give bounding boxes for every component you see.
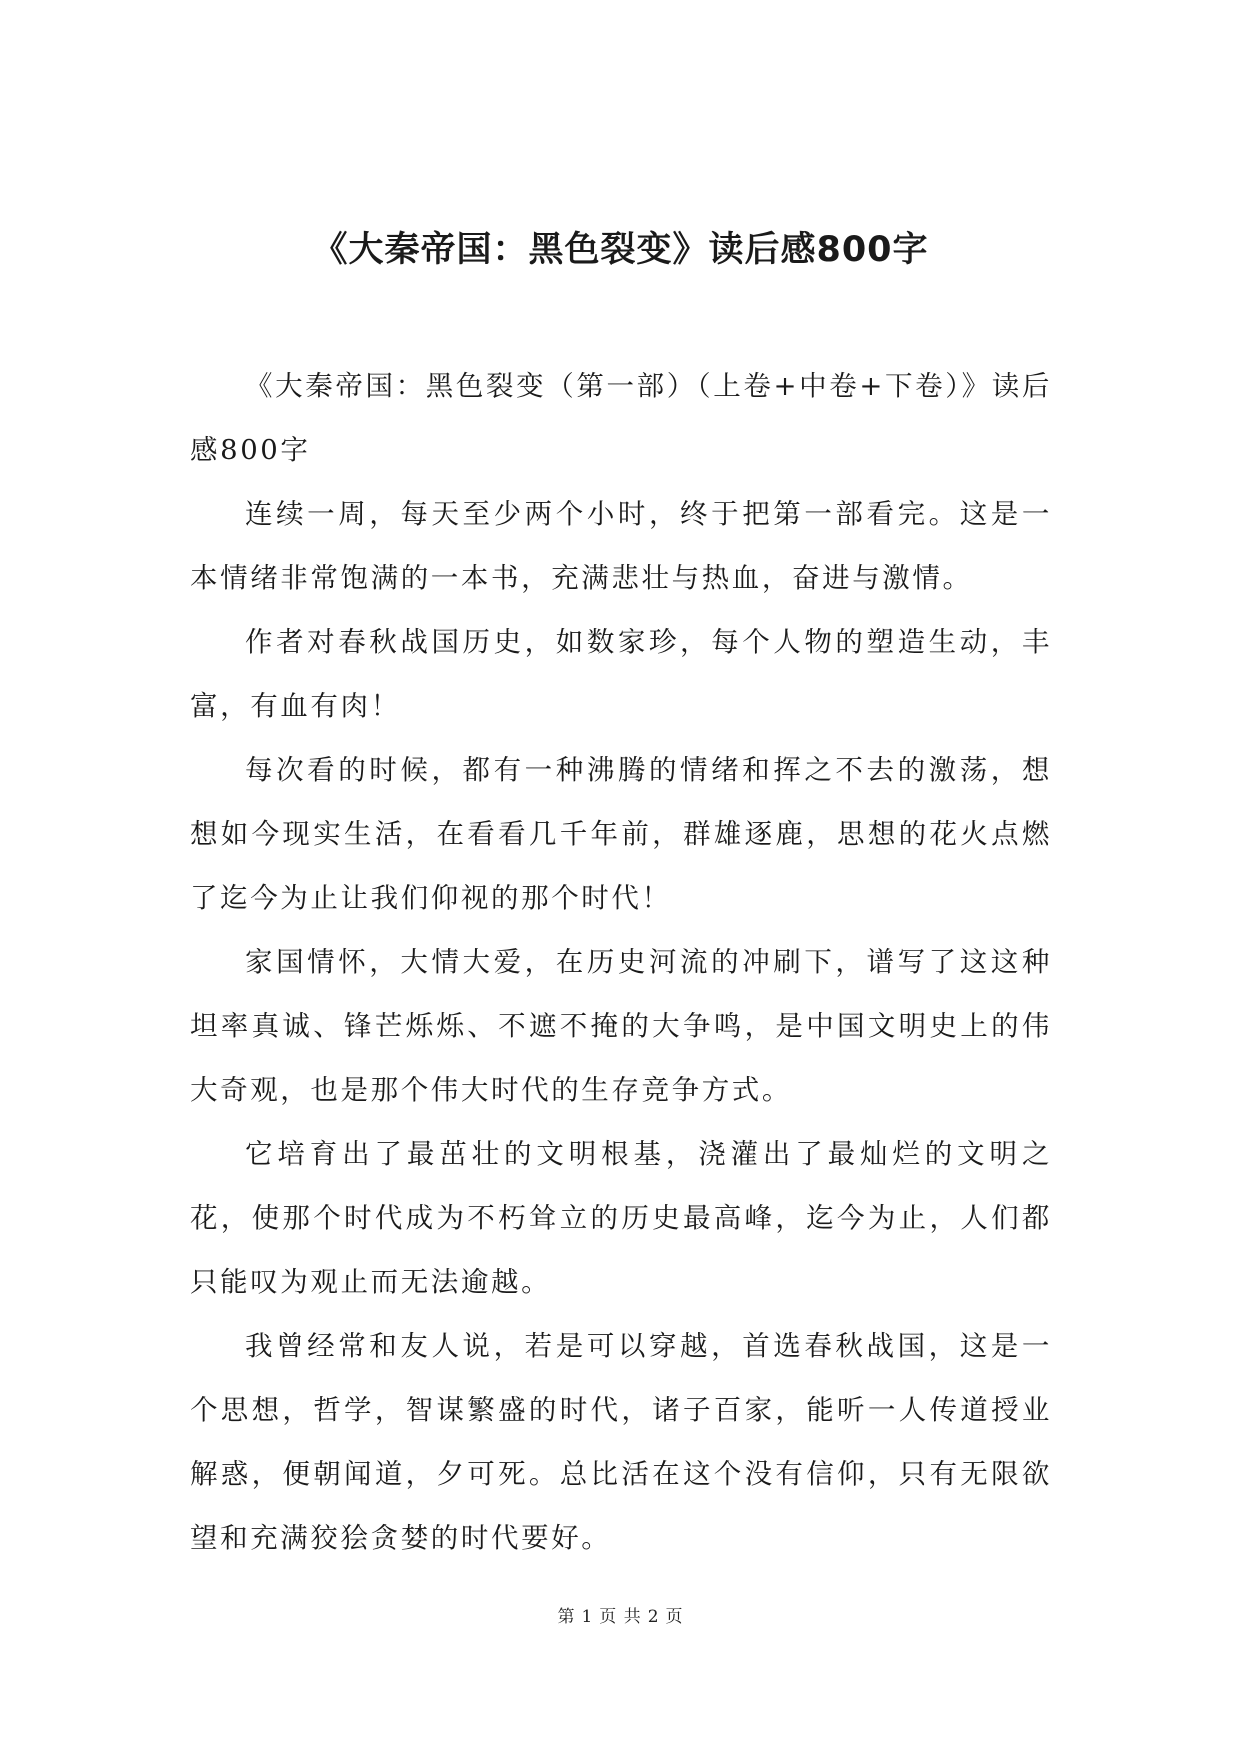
paragraph: 连续一周，每天至少两个小时，终于把第一部看完。这是一本情绪非常饱满的一本书，充满悲壮与热血，奋进与激情。 <box>190 498 1052 594</box>
page-suffix: 页 <box>665 1607 684 1627</box>
page-total: 2 <box>647 1607 660 1627</box>
page-footer <box>0 1602 1241 1627</box>
paragraph: 每次看的时候，都有一种沸腾的情绪和挥之不去的激荡，想想如今现实生活，在看看几千年前，群雄逐鹿，思想的花火点燃了迄今为止让我们仰视的那个时代！ <box>190 754 1052 914</box>
document-title: 《大秦帝国：黑色裂变》读后感800字 <box>312 230 929 270</box>
paragraph: 我曾经常和友人说，若是可以穿越，首选春秋战国，这是一个思想，哲学，智谋繁盛的时代，诸子百家，能听一人传道授业解惑，便朝闻道，夕可死。总比活在这个没有信仰，只有无限欲望和充满狡狯贪婪的时代要好。 <box>190 1330 1052 1554</box>
page-number: 1 <box>581 1607 594 1627</box>
paragraph: 它培育出了最茁壮的文明根基，浇灌出了最灿烂的文明之花，使那个时代成为不朽耸立的历史最高峰，迄今为止，人们都只能叹为观止而无法逾越。 <box>190 1138 1052 1298</box>
paragraph: 作者对春秋战国历史，如数家珍，每个人物的塑造生动，丰富，有血有肉！ <box>190 626 1052 722</box>
page-mid: 页 共 <box>599 1607 642 1627</box>
paragraph: 《大秦帝国：黑色裂变（第一部）（上卷+中卷+下卷）》读后感800字 <box>190 370 1052 466</box>
page-prefix: 第 <box>557 1607 576 1627</box>
document-body <box>190 354 1052 1570</box>
paragraph: 家国情怀，大情大爱，在历史河流的冲刷下，谱写了这这种坦率真诚、锋芒烁烁、不遮不掩的大争鸣，是中国文明史上的伟大奇观，也是那个伟大时代的生存竞争方式。 <box>190 946 1052 1106</box>
